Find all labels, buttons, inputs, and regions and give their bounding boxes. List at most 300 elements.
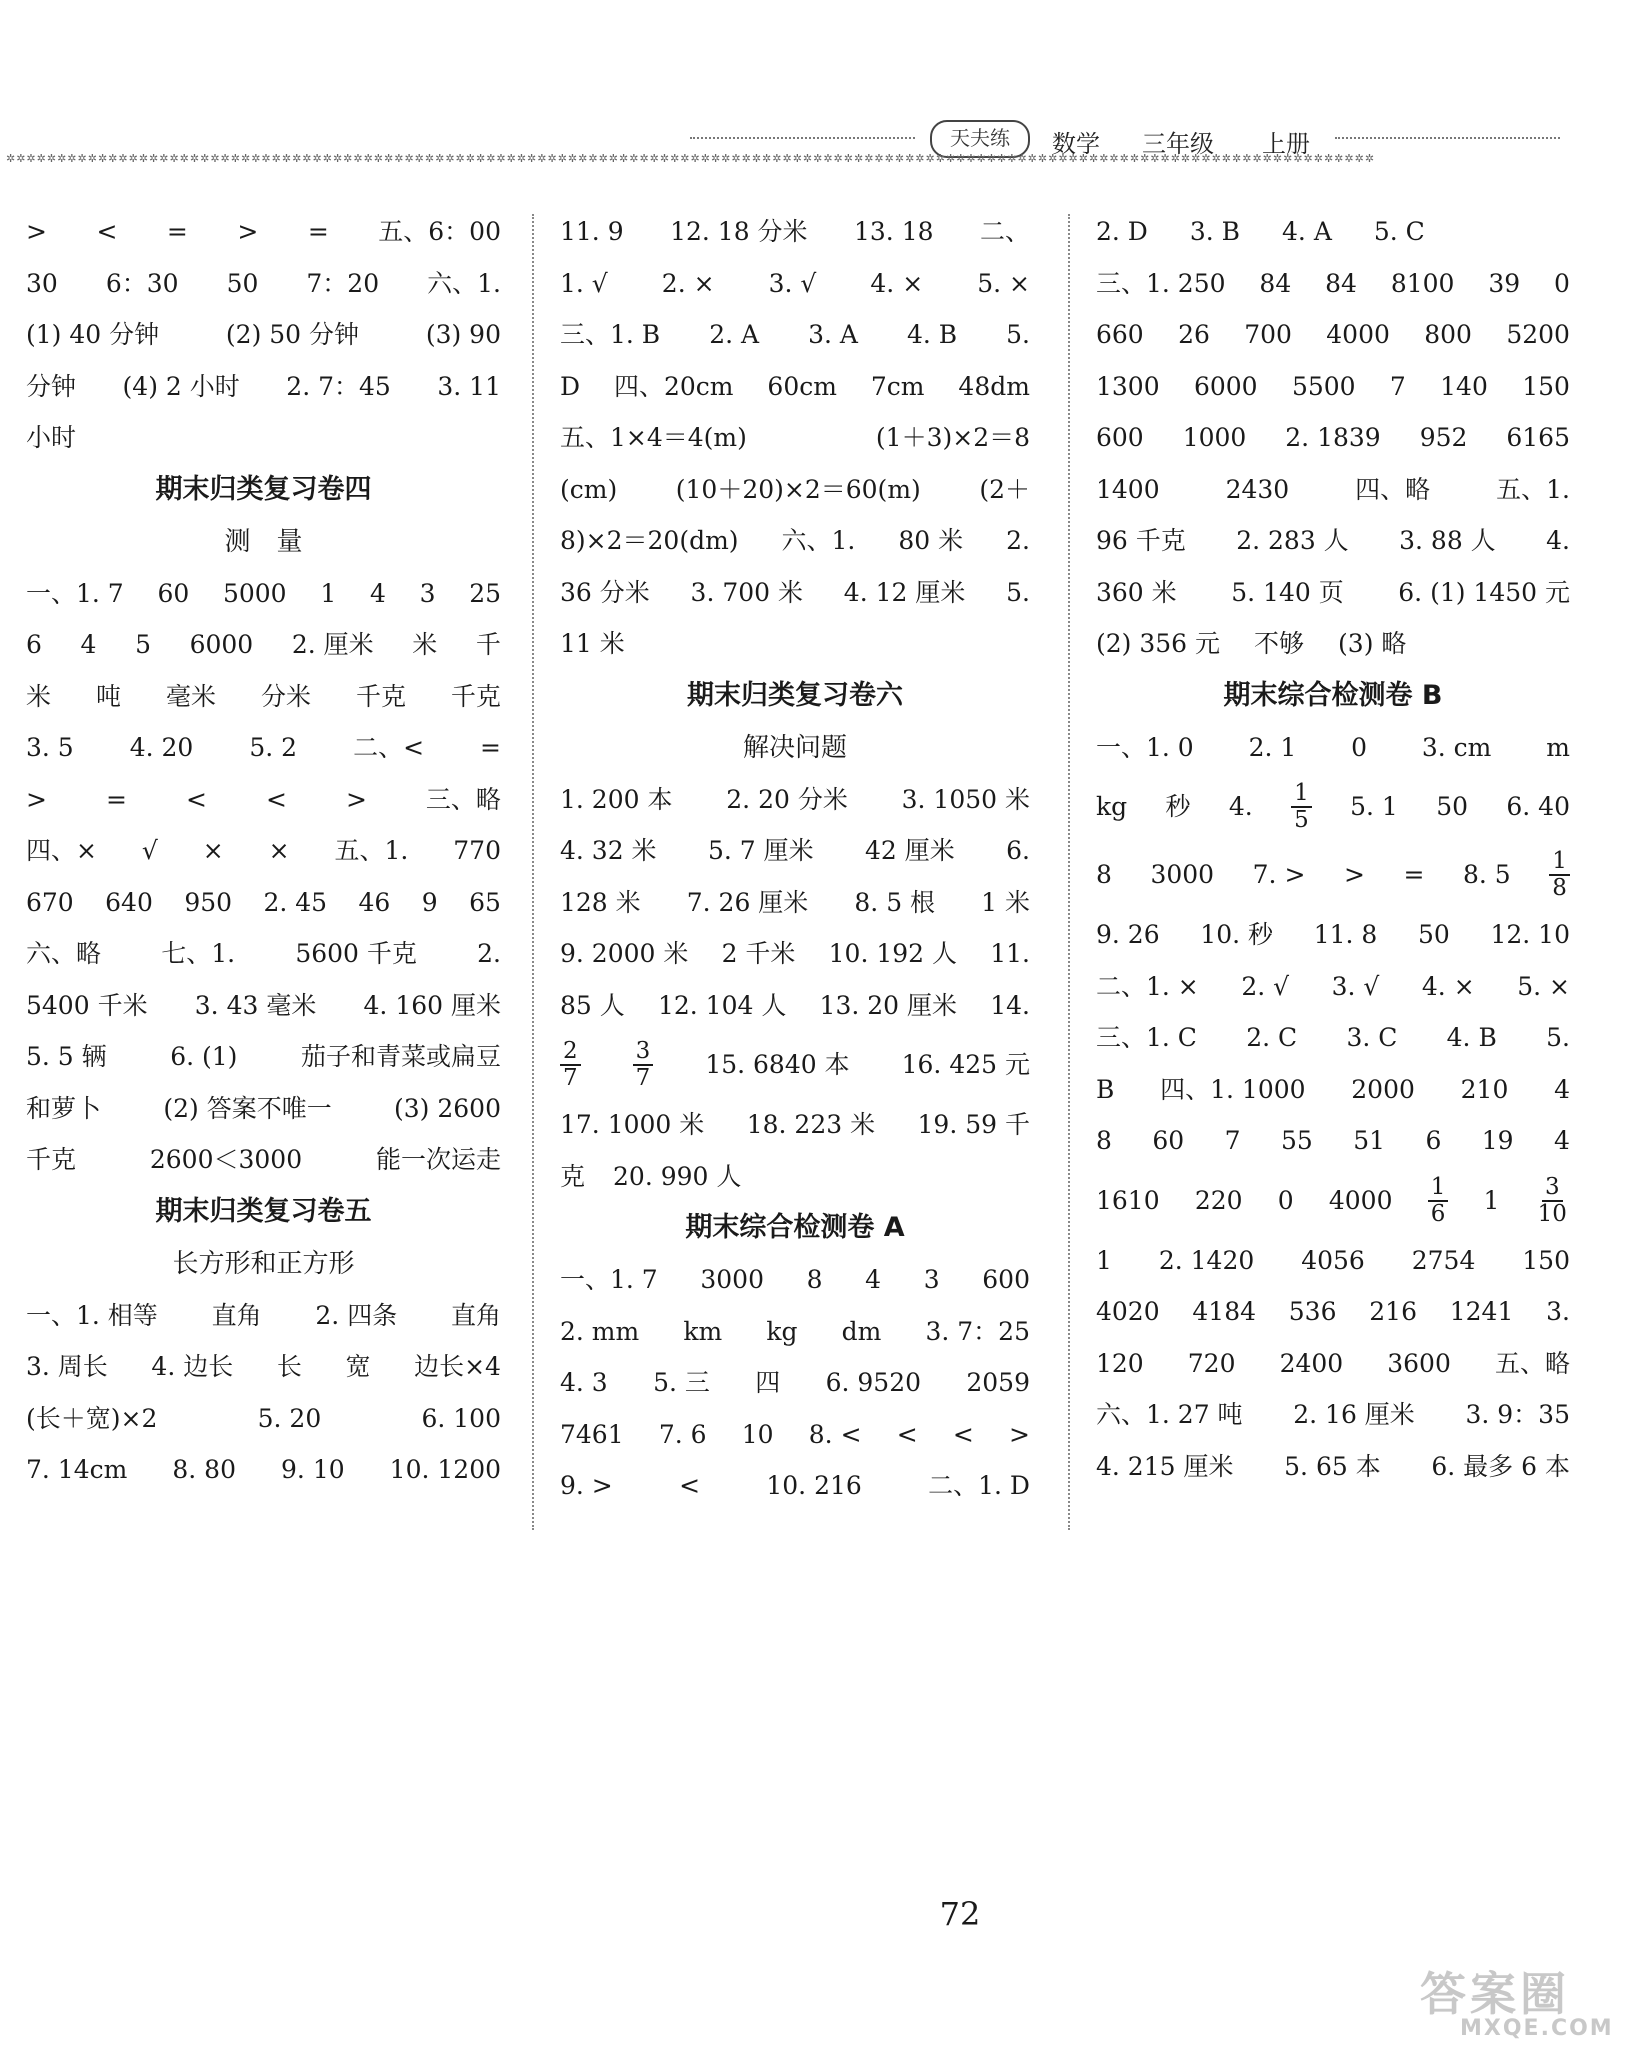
answer-item: 120: [1096, 1348, 1144, 1378]
answer-item: 6: [1425, 1126, 1442, 1155]
answer-item: 二、1. ×: [1096, 971, 1199, 1001]
answer-item: 2430: [1225, 474, 1290, 504]
answer-item: =: [166, 217, 188, 246]
answer-item: 14.: [990, 990, 1030, 1020]
answer-item: 4.: [1546, 526, 1570, 555]
answer-line: [560, 618, 1030, 670]
answer-line: [1096, 1167, 1570, 1235]
answer-item: (2) 50 分钟: [225, 320, 360, 349]
answer-item: >: [26, 784, 47, 814]
answer-item: 5400 千米: [26, 990, 148, 1020]
answer-item: 6165: [1506, 423, 1570, 452]
answer-item: 3. 周长: [26, 1352, 108, 1381]
answer-item: dm: [841, 1316, 882, 1346]
answer-item: 150: [1522, 1245, 1570, 1275]
answer-item: <: [185, 784, 207, 814]
answer-item: (1＋3)×2＝8: [875, 423, 1030, 452]
answer-item: 3. 9：35: [1465, 1400, 1570, 1429]
answer-item: 和萝卜: [26, 1093, 102, 1123]
column-divider: [532, 214, 534, 1530]
fraction-denominator: 6: [1430, 1200, 1446, 1227]
answer-item: 9. 26: [1096, 920, 1160, 949]
answer-item: 46: [358, 887, 391, 917]
answer-item: 1. √: [560, 268, 608, 298]
answer-item: 1: [1096, 1245, 1112, 1275]
answer-item: 65: [469, 887, 501, 917]
header-rule-left: [690, 137, 915, 139]
answer-item: 1000: [1182, 423, 1247, 452]
header-volume: 上册: [1262, 130, 1310, 158]
answer-item: 2. 20 分米: [726, 784, 848, 814]
answer-item: 3. √: [768, 268, 817, 298]
answer-item: 660: [1096, 320, 1144, 349]
answer-line: [26, 1134, 501, 1186]
answer-item: 11 米: [560, 629, 625, 658]
answer-item: 4000: [1326, 320, 1390, 349]
answer-item: 3. 5: [26, 733, 74, 762]
answer-item: 分米: [260, 681, 311, 711]
answer-item: 2. 283 人: [1236, 526, 1349, 555]
answer-item: 直角: [450, 1300, 501, 1330]
answer-item: 六、1. 27 吨: [1096, 1400, 1243, 1429]
answer-item: 三、略: [425, 784, 501, 814]
answer-line: [26, 1393, 501, 1445]
answer-item: 3. 7：25: [925, 1316, 1030, 1346]
answer-item: 2. ×: [661, 268, 715, 298]
answer-item: 640: [105, 887, 153, 917]
answer-item: m: [1546, 732, 1570, 762]
answer-item: 5600 千克: [295, 939, 417, 968]
answer-item: ×: [268, 836, 290, 865]
answer-item: 茄子和青菜或扁豆: [300, 1042, 501, 1071]
fraction-denominator: 10: [1537, 1200, 1567, 1227]
header-rule-right: [1335, 137, 1560, 139]
answer-line: [1096, 567, 1570, 619]
answer-item: 0: [1351, 732, 1368, 762]
answer-item: 千: [475, 630, 501, 659]
fraction-numerator: 1: [1428, 1175, 1449, 1202]
answer-item: 能一次运走: [375, 1145, 501, 1174]
answer-item: 6：30: [105, 268, 179, 298]
answer-item: 11.: [990, 939, 1030, 968]
fraction-numerator: 3: [1542, 1175, 1563, 1202]
answer-item: 4. 32 米: [560, 836, 657, 865]
answer-item: 2. 1839: [1285, 423, 1381, 452]
answer-line: [1096, 773, 1570, 841]
answer-item: 二、1. D: [928, 1471, 1030, 1500]
answer-line: [26, 258, 501, 310]
answer-item: 长: [276, 1352, 302, 1381]
answer-item: <: [896, 1419, 918, 1449]
answer-line: [26, 722, 501, 774]
answer-item: 8. 5 根: [854, 887, 936, 917]
answer-item: 800: [1424, 320, 1472, 349]
section-subtitle: 解决问题: [742, 732, 847, 763]
answer-item: 3600: [1387, 1348, 1451, 1378]
answer-item: 2. D: [1096, 217, 1148, 246]
answer-item: 1 米: [981, 887, 1030, 917]
answer-item: 三、1. C: [1096, 1023, 1197, 1052]
answer-item: 128 米: [560, 887, 641, 917]
answer-line: [560, 1306, 1030, 1358]
section-title: 期末归类复习卷五: [155, 1195, 372, 1227]
answer-item: 秒: [1165, 792, 1191, 822]
answer-item: =: [480, 733, 501, 762]
answer-item: 6: [26, 630, 42, 659]
answer-item: 5500: [1291, 371, 1356, 401]
answer-item: 20. 990 人: [613, 1161, 742, 1191]
answer-line: [560, 309, 1030, 361]
answer-item: 2. A: [709, 320, 760, 349]
answer-item: 0: [1554, 268, 1570, 298]
answer-item: 4.: [1228, 792, 1253, 822]
answer-line: [1096, 618, 1570, 670]
fraction-denominator: 7: [563, 1065, 578, 1091]
answer-line: [26, 1444, 501, 1496]
answer-item: 4: [1554, 1074, 1570, 1104]
answer-item: 2 千米: [721, 939, 796, 968]
answer-item: 2000: [1351, 1074, 1415, 1104]
answer-item: 19: [1481, 1126, 1514, 1155]
answer-item: 80 米: [898, 526, 964, 555]
answer-item: 5. 2: [249, 733, 298, 762]
answer-item: 4. ×: [870, 268, 924, 298]
answer-line: [1096, 841, 1570, 909]
answer-line: [26, 568, 501, 620]
answer-column-3: [1096, 206, 1570, 1492]
answer-item: 30: [26, 268, 58, 298]
answer-item: 96 千克: [1096, 526, 1186, 555]
answer-item: km: [683, 1316, 723, 1346]
answer-item: 3: [923, 1265, 940, 1294]
answer-item: 3. √: [1331, 971, 1380, 1001]
answer-item: 吨: [95, 681, 121, 711]
answer-item: 六、1.: [781, 526, 856, 555]
answer-line: [1096, 961, 1570, 1013]
answer-item: 五、6：00: [378, 217, 501, 246]
answer-item: >: [26, 217, 47, 246]
answer-item: 84: [1325, 268, 1357, 298]
answer-item: =: [1403, 860, 1425, 890]
answer-item: 四、略: [1355, 474, 1431, 504]
answer-item: 8. <: [808, 1419, 862, 1449]
answer-item: 6. 40: [1506, 792, 1570, 822]
answer-item: 4056: [1301, 1245, 1365, 1275]
answer-item: 3: [419, 578, 436, 608]
answer-item: 5. 1: [1350, 792, 1398, 822]
answer-item: 5. 三: [653, 1368, 710, 1397]
fraction-numerator: 1: [1291, 781, 1312, 808]
answer-item: 670: [26, 887, 74, 917]
answer-item: 千克: [355, 681, 406, 711]
answer-item: 4. 边长: [151, 1352, 234, 1381]
answer-item: 2754: [1411, 1245, 1476, 1275]
answer-item: 2600＜3000: [149, 1145, 303, 1174]
answer-item: 1. 200 本: [560, 784, 673, 814]
answer-item: 宽: [345, 1352, 371, 1381]
answer-item: 150: [1522, 371, 1570, 401]
answer-item: 6. 最多 6 本: [1431, 1451, 1570, 1481]
answer-item: 2. √: [1241, 971, 1290, 1001]
brand-logo: 天夫练: [930, 120, 1030, 158]
answer-item: 4. ×: [1421, 971, 1475, 1001]
answer-item: 12. 18 分米: [670, 217, 808, 246]
answer-line: [1096, 909, 1570, 961]
answer-line: [560, 567, 1030, 619]
answer-item: 42 厘米: [864, 836, 955, 865]
answer-line: [560, 774, 1030, 826]
answer-item: 七、1.: [161, 939, 236, 968]
section-title: 期末归类复习卷六: [687, 679, 903, 711]
header-grade: 三年级: [1142, 130, 1214, 158]
answer-item: 9: [421, 887, 438, 917]
answer-line: [1096, 1338, 1570, 1390]
answer-item: 18. 223 米: [746, 1110, 876, 1139]
answer-item: 216: [1369, 1297, 1417, 1326]
answer-item: 10. 1200: [389, 1455, 501, 1484]
answer-item: <: [952, 1419, 974, 1449]
answer-line: [1096, 1012, 1570, 1064]
answer-item: 3. 700 米: [690, 577, 804, 607]
section-subtitle: 测 量: [224, 526, 303, 557]
answer-item: (3) 90: [425, 320, 501, 349]
fraction-numerator: 2: [560, 1039, 581, 1066]
answer-item: 6.: [1006, 836, 1030, 865]
answer-item: 二、: [979, 217, 1030, 246]
answer-item: 7461: [560, 1419, 624, 1449]
answer-line: [1096, 1389, 1570, 1441]
answer-item: 6. 100: [421, 1403, 501, 1433]
answer-item: 5200: [1506, 320, 1570, 349]
answer-item: >: [345, 784, 367, 814]
answer-item: 8: [806, 1265, 823, 1294]
fraction: [633, 1039, 654, 1091]
answer-item: 四、1. 1000: [1160, 1074, 1306, 1104]
answer-item: >: [237, 217, 259, 246]
answer-item: 四、20cm: [613, 371, 734, 401]
answer-column-2: [560, 206, 1030, 1512]
answer-line: [560, 1099, 1030, 1151]
answer-item: 8. 5: [1463, 860, 1511, 890]
answer-line: [26, 825, 501, 877]
answer-item: kg: [766, 1316, 798, 1346]
answer-item: 5. ×: [1517, 971, 1570, 1001]
answer-line: [560, 412, 1030, 464]
answer-item: 5. 65 本: [1284, 1451, 1381, 1481]
answer-item: 10: [741, 1419, 774, 1449]
answer-item: 4: [1554, 1126, 1570, 1155]
watermark-text: 答案圈: [1420, 1967, 1570, 2021]
answer-line: [26, 980, 501, 1032]
answer-item: 米: [412, 630, 438, 659]
answer-item: 220: [1194, 1185, 1243, 1215]
answer-line: [26, 1290, 501, 1342]
answer-item: 2.: [477, 939, 501, 968]
answer-item: 9. >: [560, 1471, 613, 1500]
answer-item: 0: [1277, 1185, 1294, 1215]
answer-line: [26, 928, 501, 980]
answer-line: [560, 1460, 1030, 1512]
answer-item: 140: [1440, 371, 1488, 401]
section-title: 期末综合检测卷 B: [1223, 679, 1443, 711]
answer-line: [26, 619, 501, 671]
answer-item: 952: [1419, 423, 1468, 452]
answer-line: [1096, 361, 1570, 413]
answer-item: 2. 四条: [315, 1300, 398, 1330]
answer-item: 770: [453, 836, 501, 865]
answer-line: [560, 464, 1030, 516]
answer-item: 7. 26 厘米: [686, 887, 809, 917]
answer-line: [26, 1341, 501, 1393]
answer-item: 9. 10: [281, 1455, 345, 1484]
answer-line: [1096, 309, 1570, 361]
answer-item: 2.: [1006, 526, 1030, 555]
answer-item: 5. 20: [257, 1403, 322, 1433]
answer-item: <: [96, 217, 118, 246]
fraction-denominator: 7: [635, 1065, 651, 1091]
answer-item: 60: [157, 578, 190, 608]
answer-item: 39: [1488, 268, 1521, 298]
answer-line: [560, 515, 1030, 567]
answer-item: 11. 9: [560, 217, 624, 246]
watermark-url: MXQE.COM: [1460, 2016, 1614, 2041]
answer-item: 60cm: [767, 371, 837, 401]
answer-item: 1400: [1096, 474, 1160, 504]
answer-item: 千克: [26, 1145, 77, 1174]
answer-line: [560, 1357, 1030, 1409]
fraction: [1291, 781, 1312, 833]
answer-item: 8100: [1390, 268, 1455, 298]
answer-item: (2) 356 元: [1096, 629, 1221, 658]
page-header: [0, 0, 1638, 180]
answer-line: [560, 1031, 1030, 1099]
answer-item: 五、1×4＝4(m): [560, 423, 747, 452]
fraction-numerator: 3: [633, 1039, 654, 1066]
answer-item: 5. C: [1373, 217, 1425, 246]
answer-item: 8. 80: [172, 1455, 236, 1484]
answer-item: 3000: [1150, 860, 1215, 890]
answer-item: 4: [865, 1265, 882, 1294]
answer-item: >: [1343, 860, 1365, 890]
answer-item: 7cm: [870, 371, 925, 401]
answer-line: [26, 412, 501, 464]
answer-line: [560, 877, 1030, 929]
answer-line: [560, 980, 1030, 1032]
answer-line: [1096, 258, 1570, 310]
site-watermark: [1420, 1958, 1630, 2048]
answer-item: 4. B: [1446, 1023, 1497, 1052]
answer-item: 12. 104 人: [657, 990, 787, 1020]
answer-item: 6000: [1193, 371, 1258, 401]
fraction: [1549, 849, 1570, 901]
answer-item: 3.: [1546, 1297, 1570, 1326]
answer-line: [1096, 206, 1570, 258]
answer-item: 2. 1: [1248, 732, 1297, 762]
answer-item: 5. 7 厘米: [707, 836, 814, 865]
answer-item: (4) 2 小时: [122, 371, 240, 401]
answer-item: 2. 16 厘米: [1293, 1400, 1415, 1429]
answer-item: 360 米: [1096, 577, 1177, 607]
page-number: 72: [939, 1895, 981, 1933]
answer-item: 7：20: [306, 268, 380, 298]
answer-item: 六、1.: [427, 268, 501, 298]
answer-item: 3. C: [1346, 1023, 1398, 1052]
answer-line: [560, 1254, 1030, 1306]
answer-item: (3) 2600: [394, 1093, 501, 1123]
answer-item: 边长×4: [414, 1352, 501, 1381]
answer-item: >: [1009, 1419, 1030, 1449]
answer-item: 3. 1050 米: [901, 784, 1030, 814]
decorative-star-border: ✲✲✲✲✲✲✲✲✲✲✲✲✲✲✲✲✲✲✲✲✲✲✲✲✲✲✲✲✲✲✲✲✲✲✲✲✲✲✲✲✲✲✲✲✲✲✲✲✲✲✲✲✲✲✲✲✲✲✲✲✲✲✲✲✲✲✲✲✲✲✲✲✲✲✲✲✲✲✲✲✲✲✲✲✲✲✲✲✲✲✲✲✲✲✲✲✲✲✲✲✲✲✲✲✲✲✲✲✲✲✲✲✲✲✲✲✲✲✲✲✲✲✲✲✲✲✲✲✲✲✲✲✲✲: [6, 152, 1376, 165]
answer-item: 5.: [1546, 1023, 1570, 1052]
answer-item: 二、<: [353, 733, 425, 762]
answer-item: =: [307, 217, 329, 246]
answer-item: 25: [469, 578, 501, 608]
answer-item: <: [679, 1471, 701, 1500]
answer-item: 950: [184, 887, 233, 917]
answer-item: 1241: [1449, 1297, 1514, 1326]
answer-item: 16. 425 元: [901, 1050, 1030, 1080]
answer-item: 1300: [1096, 371, 1160, 401]
answer-item: 19. 59 千: [917, 1110, 1030, 1139]
answer-item: 7: [1224, 1126, 1241, 1155]
answer-line: [26, 1031, 501, 1083]
answer-item: 8: [1096, 860, 1112, 890]
answer-line: [26, 361, 501, 413]
answer-item: kg: [1096, 792, 1128, 822]
header-subject: 数学: [1052, 130, 1100, 158]
answer-line: [26, 774, 501, 826]
answer-item: 2. C: [1246, 1023, 1298, 1052]
fraction: [1535, 1175, 1570, 1227]
answer-item: 210: [1460, 1074, 1509, 1104]
answer-line: [26, 206, 501, 258]
answer-item: 3. 43 毫米: [194, 990, 317, 1020]
answer-line: [1096, 412, 1570, 464]
answer-item: 千克: [450, 681, 501, 711]
section-subtitle: 长方形和正方形: [172, 1248, 355, 1279]
answer-item: (3) 略: [1338, 629, 1407, 658]
answer-item: 13. 18: [854, 217, 934, 246]
answer-item: 4020: [1096, 1297, 1160, 1326]
answer-item: 8: [1096, 1126, 1112, 1155]
answer-line: [1096, 464, 1570, 516]
answer-item: 85 人: [560, 990, 625, 1020]
answer-line: [26, 877, 501, 929]
answer-line: [560, 258, 1030, 310]
answer-item: 小时: [26, 423, 77, 452]
answer-item: 一、1. 7: [26, 578, 124, 608]
answer-item: 11. 8: [1313, 920, 1378, 949]
answer-item: 6000: [189, 630, 254, 659]
answer-item: ×: [202, 836, 224, 865]
answer-item: 7. 14cm: [26, 1455, 128, 1484]
section-title: 期末综合检测卷 A: [685, 1212, 905, 1243]
fraction: [560, 1039, 581, 1091]
answer-item: 五、1.: [334, 836, 409, 865]
answer-item: 一、1. 0: [1096, 732, 1194, 762]
fraction: [1428, 1175, 1449, 1227]
answer-item: 3. cm: [1421, 732, 1492, 762]
column-divider: [1068, 214, 1070, 1530]
answer-item: 12. 10: [1490, 920, 1570, 949]
answer-item: 4. B: [906, 320, 958, 349]
answer-item: 3. B: [1189, 217, 1241, 246]
answer-item: 四、×: [26, 836, 97, 865]
answer-line: [560, 1151, 1030, 1203]
section-title: 期末归类复习卷四: [155, 473, 372, 505]
answer-item: 13. 20 厘米: [819, 990, 958, 1020]
